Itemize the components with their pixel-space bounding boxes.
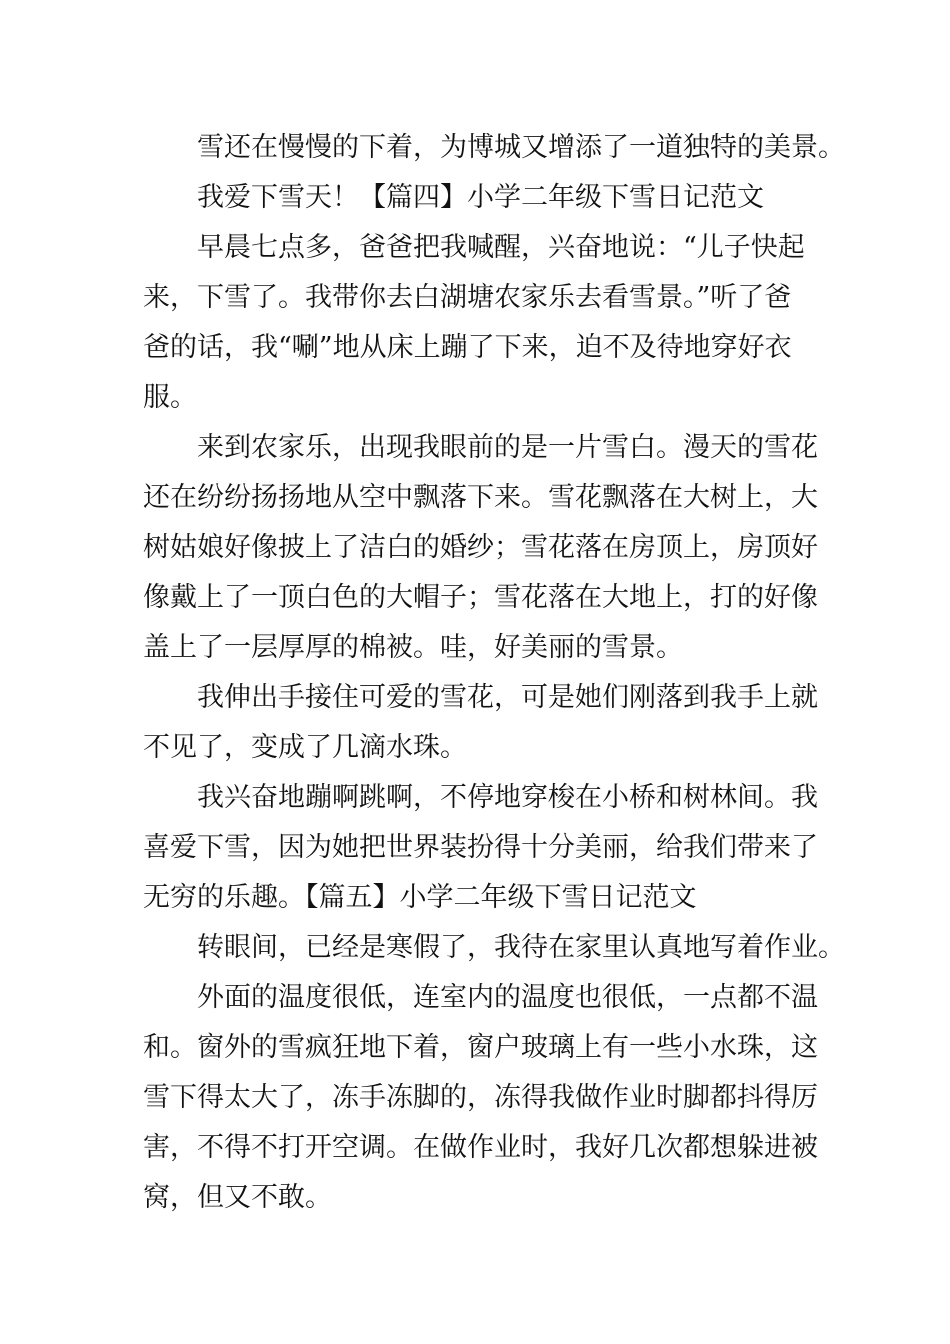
text-line: 害，不得不打开空调。在做作业时，我好几次都想躲进被 [143, 1132, 818, 1163]
paragraph [143, 173, 809, 223]
text-line: 雪还在慢慢的下着，为博城又增添了一道独特的美景。 [197, 132, 845, 163]
text-line: 来到农家乐，出现我眼前的是一片雪白。漫天的雪花 [197, 432, 818, 463]
text-line: 还在纷纷扬扬地从空中飘落下来。雪花飘落在大树上，大 [143, 482, 818, 513]
text-line: 喜爱下雪，因为她把世界装扮得十分美丽，给我们带来了 [143, 832, 818, 863]
text-line: 窝，但又不敢。 [143, 1182, 332, 1213]
text-line: 我爱下雪天！【篇四】小学二年级下雪日记范文 [197, 182, 764, 213]
text-line: 盖上了一层厚厚的棉被。哇，好美丽的雪景。 [143, 632, 683, 663]
paragraph [143, 423, 818, 673]
paragraph [143, 123, 845, 173]
paragraph [143, 773, 818, 923]
text-line: 服。 [143, 382, 197, 413]
paragraph [143, 673, 818, 773]
text-line: 树姑娘好像披上了洁白的婚纱；雪花落在房顶上，房顶好 [143, 532, 818, 563]
text-line: 来，下雪了。我带你去白湖塘农家乐去看雪景。”听了爸 [143, 282, 792, 313]
text-line: 无穷的乐趣。【篇五】小学二年级下雪日记范文 [143, 882, 697, 913]
text-line: 像戴上了一顶白色的大帽子；雪花落在大地上，打的好像 [143, 582, 818, 613]
text-line: 早晨七点多，爸爸把我喊醒，兴奋地说：“儿子快起 [197, 232, 805, 263]
text-line: 外面的温度很低，连室内的温度也很低，一点都不温 [197, 982, 818, 1013]
paragraph [143, 973, 818, 1223]
document-body [143, 123, 845, 1223]
paragraph [143, 223, 809, 423]
text-line: 我伸出手接住可爱的雪花，可是她们刚落到我手上就 [197, 682, 818, 713]
paragraph [143, 923, 845, 973]
text-line: 爸的话，我“唰”地从床上蹦了下来，迫不及待地穿好衣 [143, 332, 792, 363]
text-line: 转眼间，已经是寒假了，我待在家里认真地写着作业。 [197, 932, 845, 963]
text-line: 雪下得太大了，冻手冻脚的，冻得我做作业时脚都抖得厉 [143, 1082, 818, 1113]
text-line: 我兴奋地蹦啊跳啊，不停地穿梭在小桥和树林间。我 [197, 782, 818, 813]
text-line: 和。窗外的雪疯狂地下着，窗户玻璃上有一些小水珠，这 [143, 1032, 818, 1063]
text-line: 不见了，变成了几滴水珠。 [143, 732, 467, 763]
